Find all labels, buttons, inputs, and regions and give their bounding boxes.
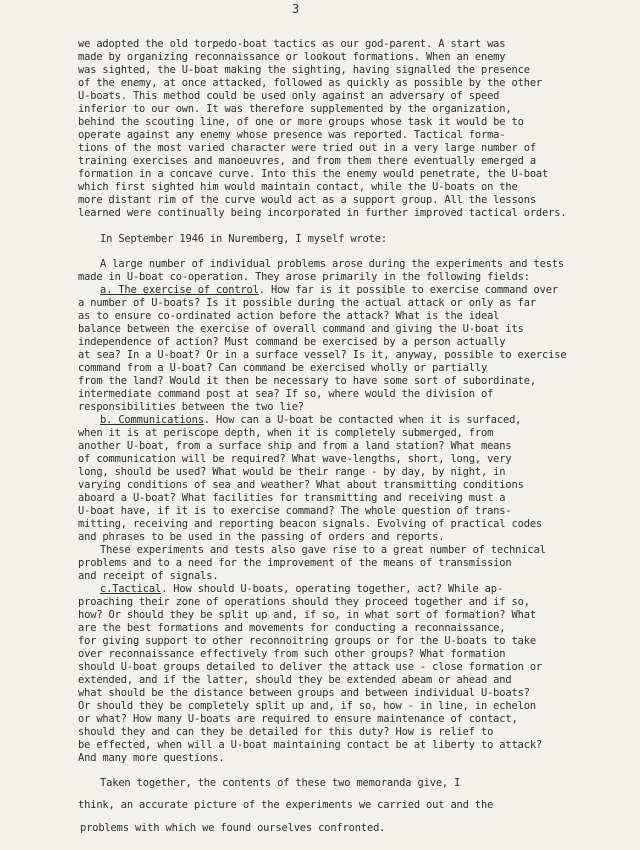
text-line: and receipt of signals. [78, 570, 219, 582]
text-line: made by organizing reconnaissance or lookout formations. When an enemy [78, 51, 506, 63]
text-line: independence of action? Must command be exercised by a person actually [78, 336, 506, 348]
text-line: long, should be used? What would be their range - by day, by night, in [78, 466, 506, 478]
text-line: what should be the distance between groups and between individual U-boats? [78, 687, 530, 699]
text-line: inferior to our own. It was therefore supplemented by the organization, [78, 103, 512, 115]
text-line: at sea? In a U-boat? Or in a surface vessel? Is it, anyway, possible to exercise [78, 349, 567, 361]
text-line: mitting, receiving and reporting beacon signals. Evolving of practical codes [78, 518, 543, 530]
text-line: should U-boat groups detailed to deliver the attack use - close formation or [78, 661, 543, 673]
underlined-heading: c.Tactical [100, 583, 162, 595]
text-line: more distant rim of the curve would act as a support group. All the lessons [78, 194, 536, 206]
text-line: of communication will be required? What wave-lengths, short, long, very [78, 453, 512, 465]
text-line: over reconnaissance effectively from such other groups? What formation [78, 648, 506, 660]
text-line: problems with which we found ourselves confronted. [80, 822, 386, 834]
text-line: U-boat have, if it is to exercise command? The whole question of trans- [78, 505, 512, 517]
text-line: which first sighted him would maintain contact, while the U-boats on the [78, 181, 518, 193]
text-line: how? Or should they be split up and, if so, in what sort of formation? What [78, 609, 536, 621]
text-line: command from a U-boat? Can command be exercised wholly or partially [78, 362, 488, 374]
text-line: for giving support to other reconnoitring groups or for the U-boats to take [78, 635, 536, 647]
text-line: tions of the most varied character were tried out in a very large number of [78, 142, 536, 154]
text-line: think, an accurate picture of the experiments we carried out and the [78, 799, 494, 811]
text-line: proaching their zone of operations should they proceed together and if so, [78, 596, 530, 608]
text-line: In September 1946 in Nuremberg, I myself wrote: [100, 233, 387, 245]
text-line: behind the scouting line, of one or more groups whose task it would be to [78, 116, 524, 128]
text-line: or what? How many U-boats are required to ensure maintenance of contact, [78, 713, 518, 725]
text-line: as to ensure co-ordinated action before the attack? What is the ideal [78, 310, 500, 322]
text-line: are the best formations and movements for conducting a reconnaissance, [78, 622, 506, 634]
text-line: intermediate command post at sea? If so, where would the division of [78, 388, 494, 400]
text-line: varying conditions of sea and weather? What about transmitting conditions [78, 479, 524, 491]
text-line: These experiments and tests also gave rise to a great number of technical [100, 544, 546, 556]
text-line: extended, and if the latter, should they be extended abeam or ahead and [78, 674, 512, 686]
underlined-heading: b. Communications [100, 414, 204, 426]
text-line: made in U-boat co-operation. They arose primarily in the following fields: [78, 271, 530, 283]
text-line: problems and to a need for the improvement of the means of transmission [78, 557, 512, 569]
text-line: learned were continually being incorporated in further improved tactical orders. [78, 207, 567, 219]
text-line: U-boats. This method could be used only against an adversary of speed [78, 90, 500, 102]
text-line: b. Communications. How can a U-boat be contacted when it is surfaced, [100, 414, 522, 426]
text-line: formation in a concave curve. Into this the enemy would penetrate, the U-boat [78, 168, 549, 180]
text-line: And many more questions. [78, 752, 225, 764]
text-line: Or should they be completely split up and, if so, how - in line, in echelon [78, 700, 536, 712]
text-line: responsibilities between the two lie? [78, 401, 304, 413]
text-line: when it is at periscope depth, when it is completely submerged, from [78, 427, 494, 439]
text-line: c.Tactical. How should U-boats, operating together, act? While ap- [100, 583, 503, 595]
text-line: should they and can they be detailed for this duty? How is relief to [78, 726, 494, 738]
page-number: 3 [292, 2, 300, 16]
text-line: training exercises and manoeuvres, and from them there eventually emerged a [78, 155, 536, 167]
text-line: balance between the exercise of overall command and giving the U-boat its [78, 323, 524, 335]
text-line: A large number of individual problems arose during the experiments and tests [100, 258, 565, 270]
text-line: a. The exercise of control. How far is it possible to exercise command over [100, 284, 558, 296]
text-line: of the enemy, at once attacked, followed as quickly as possible by the other [78, 77, 543, 89]
underlined-heading: a. The exercise of control [100, 284, 259, 296]
text-line: a number of U-boats? Is it possible during the actual attack or only as far [78, 297, 536, 309]
text-line: operate against any enemy whose presence was reported. Tactical forma- [78, 129, 506, 141]
text-line: Taken together, the contents of these two memoranda give, I [100, 777, 461, 789]
text-line: aboard a U-boat? What facilities for transmitting and receiving must a [78, 492, 506, 504]
text-line: and phrases to be used in the passing of orders and reports. [78, 531, 445, 543]
text-line: from the land? Would it then be necessary to have some sort of subordinate, [78, 375, 536, 387]
text-line: we adopted the old torpedo-boat tactics as our god-parent. A start was [78, 38, 506, 50]
text-line: be effected, when will a U-boat maintaining contact be at liberty to attack? [78, 739, 543, 751]
text-line: was sighted, the U-boat making the sighting, having signalled the presence [78, 64, 530, 76]
text-line: another U-boat, from a surface ship and from a land station? What means [78, 440, 512, 452]
